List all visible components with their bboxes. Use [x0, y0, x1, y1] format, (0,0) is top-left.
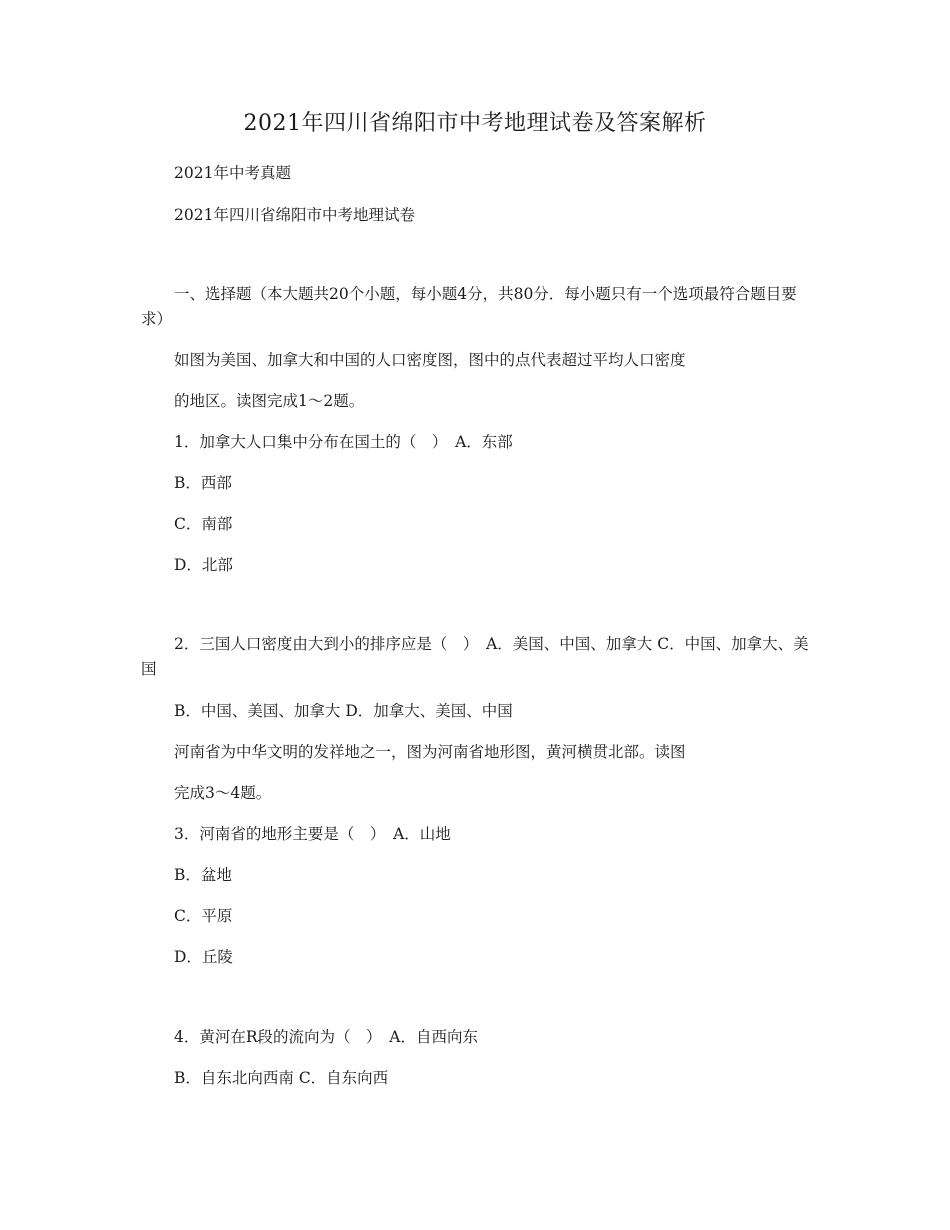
- question-3-option-d: D．丘陵: [174, 948, 233, 966]
- question-1-option-d: D．北部: [174, 556, 233, 574]
- subtitle-exam-year: 2021年中考真题: [174, 164, 291, 182]
- question-3: 3．河南省的地形主要是（ ） A．山地: [174, 825, 451, 843]
- question-3-option-c: C．平原: [174, 907, 233, 925]
- intro-paragraph-2a: 河南省为中华文明的发祥地之一，图为河南省地形图，黄河横贯北部。读图: [174, 743, 686, 761]
- intro-paragraph-1a: 如图为美国、加拿大和中国的人口密度图，图中的点代表超过平均人口密度: [174, 351, 686, 369]
- question-1: 1．加拿大人口集中分布在国土的（ ） A．东部: [174, 433, 513, 451]
- question-4: 4．黄河在R段的流向为（ ） A．自西向东: [174, 1028, 478, 1046]
- question-3-option-b: B．盆地: [174, 866, 232, 884]
- section-heading: 一、选择题（本大题共20个小题，每小题4分，共80分．每小题只有一个选项最符合题目要求）: [141, 285, 797, 328]
- question-1-option-b: B．西部: [174, 474, 232, 492]
- question-4-options-bc: B．自东北向西南 C．自东向西: [174, 1069, 389, 1087]
- intro-paragraph-1b: 的地区。读图完成1～2题。: [174, 392, 365, 410]
- intro-paragraph-2b: 完成3～4题。: [174, 784, 272, 802]
- question-2-options-bd: B．中国、美国、加拿大 D．加拿大、美国、中国: [174, 702, 513, 720]
- question-2: 2．三国人口密度由大到小的排序应是（ ） A．美国、中国、加拿大 C．中国、加拿大、美国: [141, 635, 809, 678]
- question-1-option-c: C．南部: [174, 515, 233, 533]
- subtitle-exam-name: 2021年四川省绵阳市中考地理试卷: [174, 206, 415, 224]
- document-title: 2021年四川省绵阳市中考地理试卷及答案解析: [243, 111, 707, 136]
